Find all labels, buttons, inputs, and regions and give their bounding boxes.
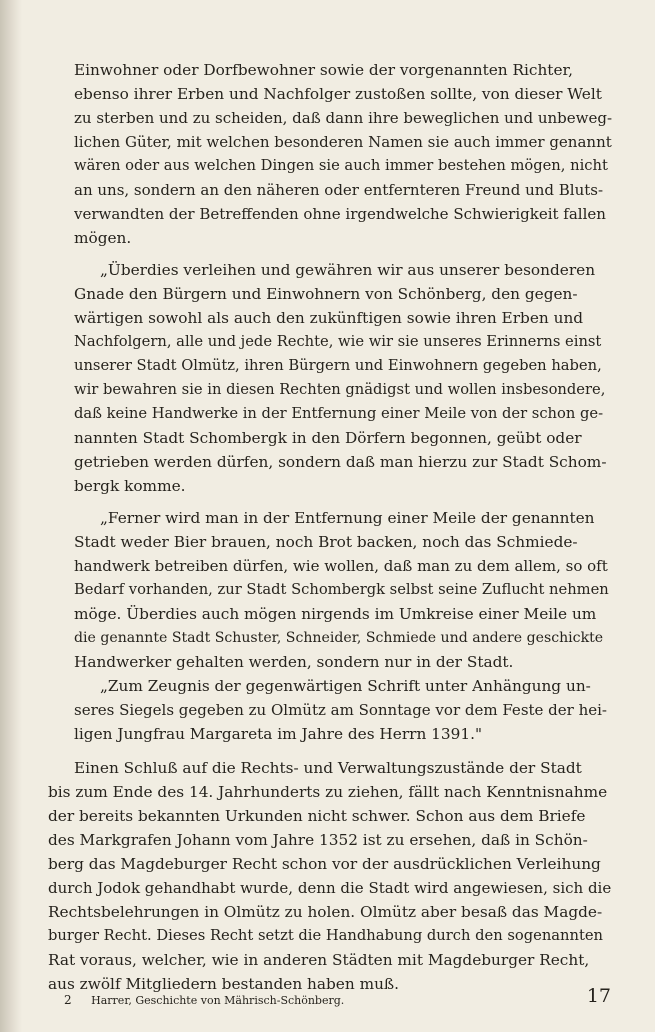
text-line: zu sterben und zu scheiden, daß dann ihre beweglichen und unbeweg- [74,109,612,127]
text-line: der bereits bekannten Urkunden nicht schwer. Schon aus dem Briefe [48,807,586,825]
text-line: Gnade den Bürgern und Einwohnern von Schönberg, den gegen- [74,285,578,303]
text-line: bergk komme. [74,477,186,495]
signature-number: 2 [64,993,72,1007]
text-line: Einwohner oder Dorfbewohner sowie der vorgenannten Richter, [74,61,574,79]
text-line: möge. Überdies auch mögen nirgends im Umkreise einer Meile um [74,605,597,623]
paragraph-5 [48,756,612,996]
paragraph-4 [74,674,612,746]
text-line: Bedarf vorhanden, zur Stadt Schombergk selbst seine Zuflucht nehmen [74,581,609,598]
paragraph-1 [74,58,612,250]
text-line: Rechtsbelehrungen in Olmütz zu holen. Olmütz aber besaß das Magde- [48,903,603,921]
text-line: an uns, sondern an den näheren oder entfernteren Freund und Bluts- [74,181,604,199]
text-line: durch Jodok gehandhabt wurde, denn die Stadt wird angewiesen, sich die [48,879,612,897]
page-gutter-shadow [0,0,22,1032]
paragraph-3 [74,506,612,674]
text-line: daß keine Handwerke in der Entfernung einer Meile von der schon ge- [74,405,604,422]
text-line: Einen Schluß auf die Rechts- und Verwaltungszustände der Stadt [74,759,582,777]
text-line: berg das Magdeburger Recht schon vor der ausdrücklichen Verleihung [48,855,601,873]
signature-text: Harrer, Geschichte von Mährisch-Schönberg. [91,994,345,1007]
text-line: „Überdies verleihen und gewähren wir aus unserer besonderen [100,261,596,279]
text-line: Handwerker gehalten werden, sondern nur in der Stadt. [74,653,514,671]
text-line: ebenso ihrer Erben und Nachfolger zustoßen sollte, von dieser Welt [74,85,602,103]
page-body [48,58,612,996]
text-line: mögen. [74,229,132,247]
signature-line [64,993,344,1007]
text-line: „Zum Zeugnis der gegenwärtigen Schrift unter Anhängung un- [100,677,591,695]
text-line: Rat voraus, welcher, wie in anderen Städten mit Magdeburger Recht, [48,951,590,969]
text-line: Stadt weder Bier brauen, noch Brot backen, noch das Schmiede- [74,533,578,551]
text-line: die genannte Stadt Schuster, Schneider, Schmiede und andere geschickte [74,630,604,646]
text-line: unserer Stadt Olmütz, ihren Bürgern und Einwohnern gegeben haben, [74,357,602,374]
page-footer [64,983,611,1013]
text-line: wir bewahren sie in diesen Rechten gnädigst und wollen insbesondere, [74,381,606,398]
paragraph-2 [74,258,612,498]
text-line: bis zum Ende des 14. Jahrhunderts zu ziehen, fällt nach Kenntnisnahme [48,783,608,801]
text-line: wärtigen sowohl als auch den zukünftigen sowie ihren Erben und [74,309,584,327]
text-line: burger Recht. Dieses Recht setzt die Handhabung durch den sogenannten [48,927,604,944]
text-line: verwandten der Betreffenden ohne irgendwelche Schwierigkeit fallen [74,205,606,223]
text-line: handwerk betreiben dürfen, wie wollen, daß man zu dem allem, so oft [74,557,608,575]
text-line: wären oder aus welchen Dingen sie auch immer bestehen mögen, nicht [74,157,608,174]
text-line: lichen Güter, mit welchen besonderen Namen sie auch immer genannt [74,133,612,151]
text-line: Nachfolgern, alle und jede Rechte, wie wir sie unseres Erinnerns einst [74,333,602,350]
page-number: 17 [586,985,611,1007]
text-line: seres Siegels gegeben zu Olmütz am Sonntage vor dem Feste der hei- [74,701,608,719]
text-line: getrieben werden dürfen, sondern daß man hierzu zur Stadt Schom- [74,453,607,471]
text-line: des Markgrafen Johann vom Jahre 1352 ist zu ersehen, daß in Schön- [48,831,588,849]
text-line: nannten Stadt Schombergk in den Dörfern begonnen, geübt oder [74,429,582,447]
text-line: ligen Jungfrau Margareta im Jahre des Herrn 1391." [74,725,482,743]
text-line: „Ferner wird man in der Entfernung einer Meile der genannten [100,509,595,527]
text-line: aus zwölf Mitgliedern bestanden haben muß. [48,975,400,993]
